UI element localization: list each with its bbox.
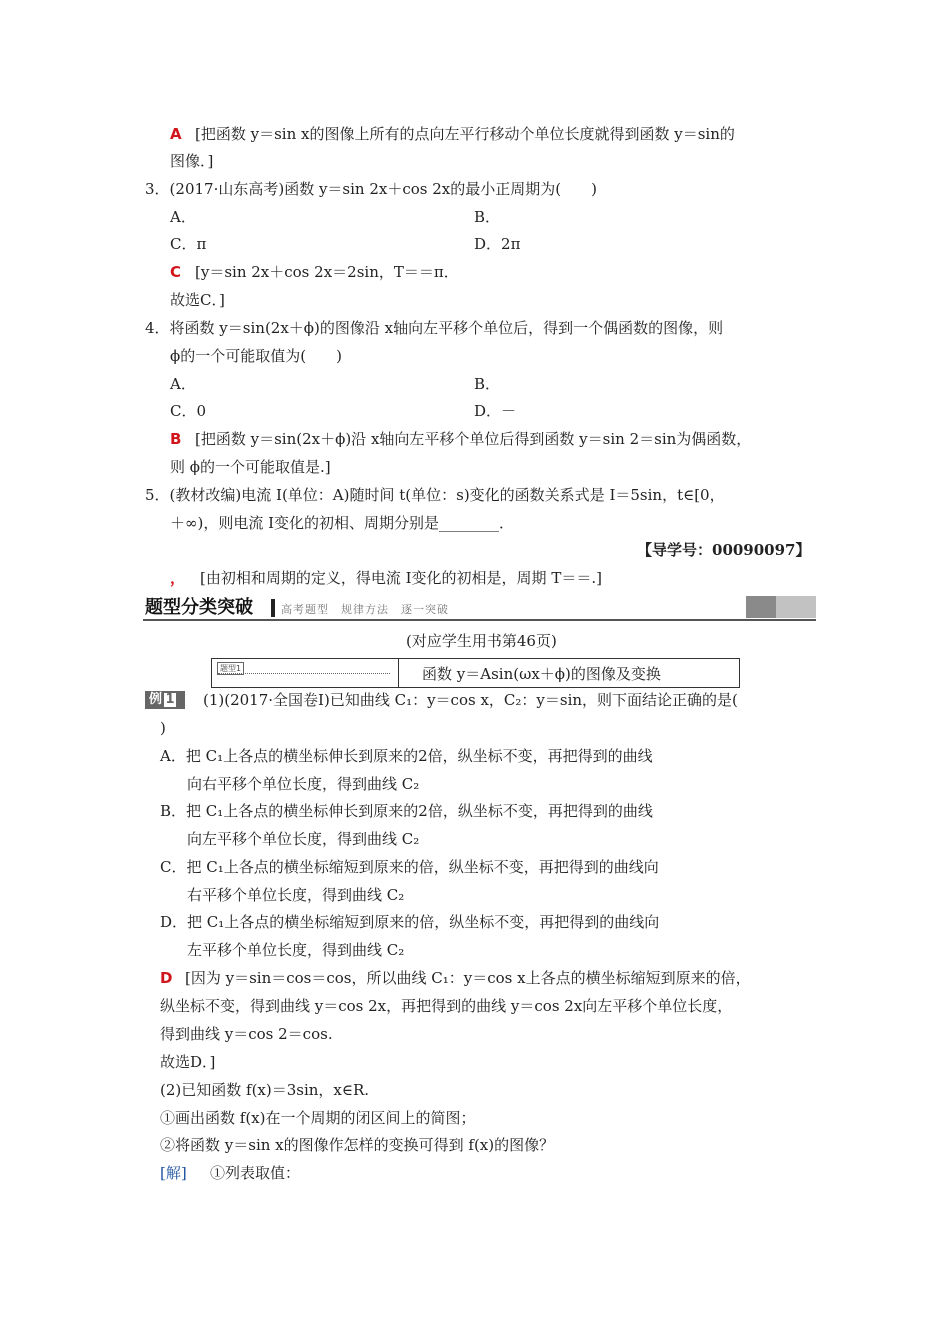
option-c: 右平移个单位长度，得到曲线 C₂ [187, 886, 405, 904]
divider [218, 673, 390, 674]
answer-text: [把函数 y＝sin x的图像上所有的点向左平行移动个单位长度就得到函数 y＝sin的 [195, 125, 735, 143]
option-d: D．把 C₁上各点的横坐标缩短到原来的倍，纵坐标不变，再把得到的曲线向 [160, 913, 660, 931]
answer-letter: B [170, 430, 182, 448]
answer-text: 纵坐标不变，得到曲线 y＝cos 2x，再把得到的曲线 y＝cos 2x向左平移个单位长度， [160, 997, 733, 1015]
option-c: C．0 [170, 402, 207, 420]
option-d: 左平移个单位长度，得到曲线 C₂ [187, 941, 405, 959]
option-a: A． [170, 375, 196, 393]
answer-text: 得到曲线 y＝cos 2＝cos. [160, 1025, 333, 1043]
question-stem: (1)(2017·全国卷Ⅰ)已知曲线 C₁：y＝cos x，C₂：y＝sin，则下面结论正确的是( [203, 691, 738, 709]
answer-mark: ， [170, 569, 186, 587]
section-banner [143, 596, 816, 622]
example-badge [145, 691, 185, 709]
answer-text: 则 ϕ的一个可能取值是.] [170, 458, 331, 476]
option-a: 向右平移个单位长度，得到曲线 C₂ [187, 775, 420, 793]
answer-text: [由初相和周期的定义，得电流 I变化的初相是，周期 T＝＝.] [200, 569, 602, 587]
example-badge-number: 1 [165, 692, 175, 707]
answer-letter: C [170, 263, 182, 281]
question-stem: 3．(2017·山东高考)函数 y＝sin 2x＋cos 2x的最小正周期为( ) [145, 180, 597, 198]
answer-text: [因为 y＝sin＝cos＝cos，所以曲线 C₁：y＝cos x上各点的横坐标缩短到原来的倍， [185, 969, 751, 987]
banner-decoration [746, 596, 776, 618]
option-b: B．把 C₁上各点的横坐标伸长到原来的2倍，纵坐标不变，再把得到的曲线 [160, 802, 653, 820]
option-a: A． [170, 208, 196, 226]
divider [143, 619, 816, 621]
option-d: D．2π [474, 235, 521, 253]
answer-letter: D [160, 969, 173, 987]
option-b: 向左平移个单位长度，得到曲线 C₂ [187, 830, 420, 848]
option-a: A．把 C₁上各点的横坐标伸长到原来的2倍，纵坐标不变，再把得到的曲线 [160, 747, 653, 765]
option-d: D．－ [474, 402, 517, 420]
question-stem: 5．(教材改编)电流 I(单位：A)随时间 t(单位：s)变化的函数关系式是 I＝5sin，t∈[0， [145, 486, 725, 504]
answer-text: 图像．] [170, 152, 214, 170]
option-b: B． [474, 208, 501, 226]
answer-text: 故选D．] [160, 1053, 216, 1071]
solution-text: ①列表取值： [210, 1164, 301, 1182]
answer-text: 故选C．] [170, 291, 225, 309]
question-stem: ) [160, 719, 166, 737]
question-stem: (2)已知函数 f(x)＝3sin，x∈R. [160, 1081, 370, 1099]
answer-letter: A [170, 125, 182, 143]
option-b: B． [474, 375, 501, 393]
question-stem: ②将函数 y＝sin x的图像作怎样的变换可得到 f(x)的图像？ [160, 1136, 555, 1154]
question-stem: 4．将函数 y＝sin(2x＋ϕ)的图像沿 x轴向左平移个单位后，得到一个偶函数的图像，则 [145, 319, 724, 337]
book-reference: (对应学生用书第46页) [406, 632, 557, 650]
divider [271, 599, 275, 617]
answer-text: [y＝sin 2x＋cos 2x＝2sin，T＝＝π． [195, 263, 459, 281]
question-type-tag-cell [212, 659, 399, 687]
banner-decoration [776, 596, 816, 618]
question-type-label: 函数 y＝Asin(ωx＋ϕ)的图像及变换 [422, 665, 661, 683]
section-title: 题型分类突破 [145, 597, 253, 618]
question-stem: ＋∞)，则电流 I变化的初相、周期分别是________． [170, 514, 515, 532]
option-c: C．把 C₁上各点的横坐标缩短到原来的倍，纵坐标不变，再把得到的曲线向 [160, 858, 659, 876]
question-type-box [211, 658, 740, 688]
guide-number: 【导学号：00090097】 [637, 541, 811, 559]
solution-tag: [解] [160, 1164, 187, 1182]
section-subtitle: 高考题型 规律方法 逐一突破 [281, 603, 449, 616]
answer-text: [把函数 y＝sin(2x＋ϕ)沿 x轴向左平移个单位后得到函数 y＝sin 2＝sin为偶函数， [195, 430, 752, 448]
question-stem: ϕ的一个可能取值为( ) [170, 347, 342, 365]
question-stem: ①画出函数 f(x)在一个周期的闭区间上的简图； [160, 1109, 476, 1127]
question-type-tag: 题型1 [217, 662, 244, 675]
example-badge-label: 例 [149, 692, 163, 707]
option-c: C．π [170, 235, 207, 253]
